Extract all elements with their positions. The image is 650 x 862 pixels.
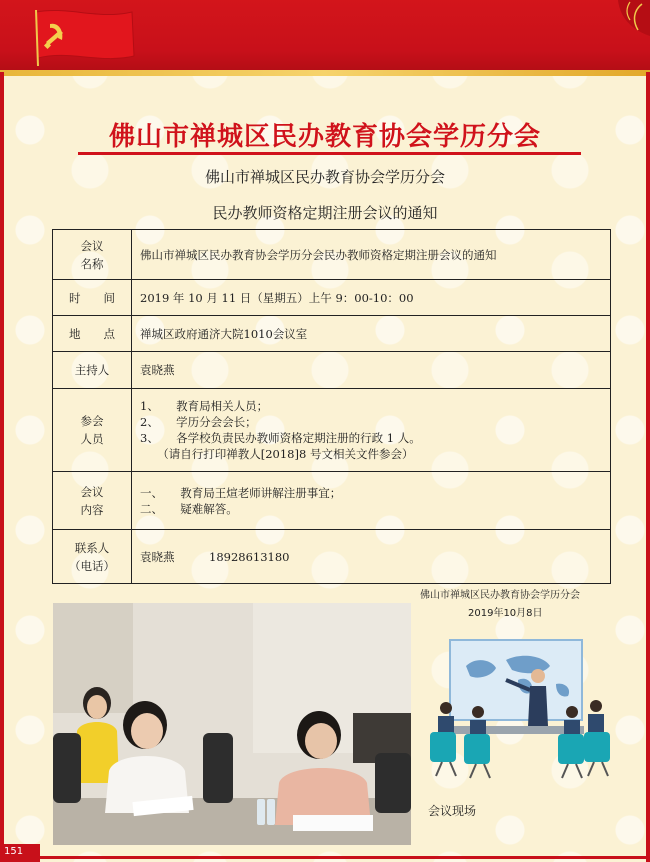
row-label: 时 间 [53, 280, 132, 316]
notice-table [52, 229, 611, 584]
row-label: 参会 人员 [53, 389, 132, 472]
table-row [53, 389, 611, 472]
meeting-illustration [426, 636, 612, 784]
table-row [53, 472, 611, 530]
table-row [53, 316, 611, 352]
right-border-bar [646, 72, 650, 862]
subtitle-notice: 民办教师资格定期注册会议的通知 [212, 204, 438, 222]
row-value: 一、 教育局王煊老师讲解注册事宜； 二、 疑难解答。 [132, 472, 611, 530]
signature-org: 佛山市禅城区民办教育协会学历分会 [420, 590, 580, 601]
row-value: 2019 年 10 月 11 日（星期五）上午 9：00-10：00 [132, 280, 611, 316]
row-value: 禅城区政府通济大院1010会议室 [132, 316, 611, 352]
table-row [53, 230, 611, 280]
row-label: 联系人 （电话） [53, 530, 132, 584]
photo-caption: 会议现场 [428, 804, 477, 818]
subtitle-org: 佛山市禅城区民办教育协会学历分会 [204, 168, 445, 186]
corner-ornament-icon [580, 0, 650, 60]
left-border-bar [0, 72, 4, 862]
page-number-badge [0, 844, 40, 862]
page-number: 151 [4, 846, 24, 857]
signature-date: 2019年10月8日 [468, 608, 543, 619]
party-flag-icon [28, 8, 138, 66]
red-header-band [0, 0, 650, 72]
row-label: 会议 内容 [53, 472, 132, 530]
table-row [53, 530, 611, 584]
row-value: 袁晓燕 18928613180 [132, 530, 611, 584]
row-value: 佛山市禅城区民办教育协会学历分会民办教师资格定期注册会议的通知 [132, 230, 611, 280]
row-value: 袁晓燕 [132, 352, 611, 389]
bottom-border [0, 856, 650, 859]
row-label: 会议 名称 [53, 230, 132, 280]
gold-stripe [0, 70, 650, 76]
table-row [53, 280, 611, 316]
title-underline [78, 152, 581, 155]
table-row [53, 352, 611, 389]
row-value: 1、 教育局相关人员； 2、 学历分会会长； 3、 各学校负责民办教师资格定期注册的行政 1 人。 （请自行打印禅教人[2018]8 号文相关文件参会） [132, 389, 611, 472]
row-label: 地 点 [53, 316, 132, 352]
meeting-photo [53, 603, 411, 845]
page-title: 佛山市禅城区民办教育协会学历分会 [108, 122, 541, 152]
row-label: 主持人 [53, 352, 132, 389]
